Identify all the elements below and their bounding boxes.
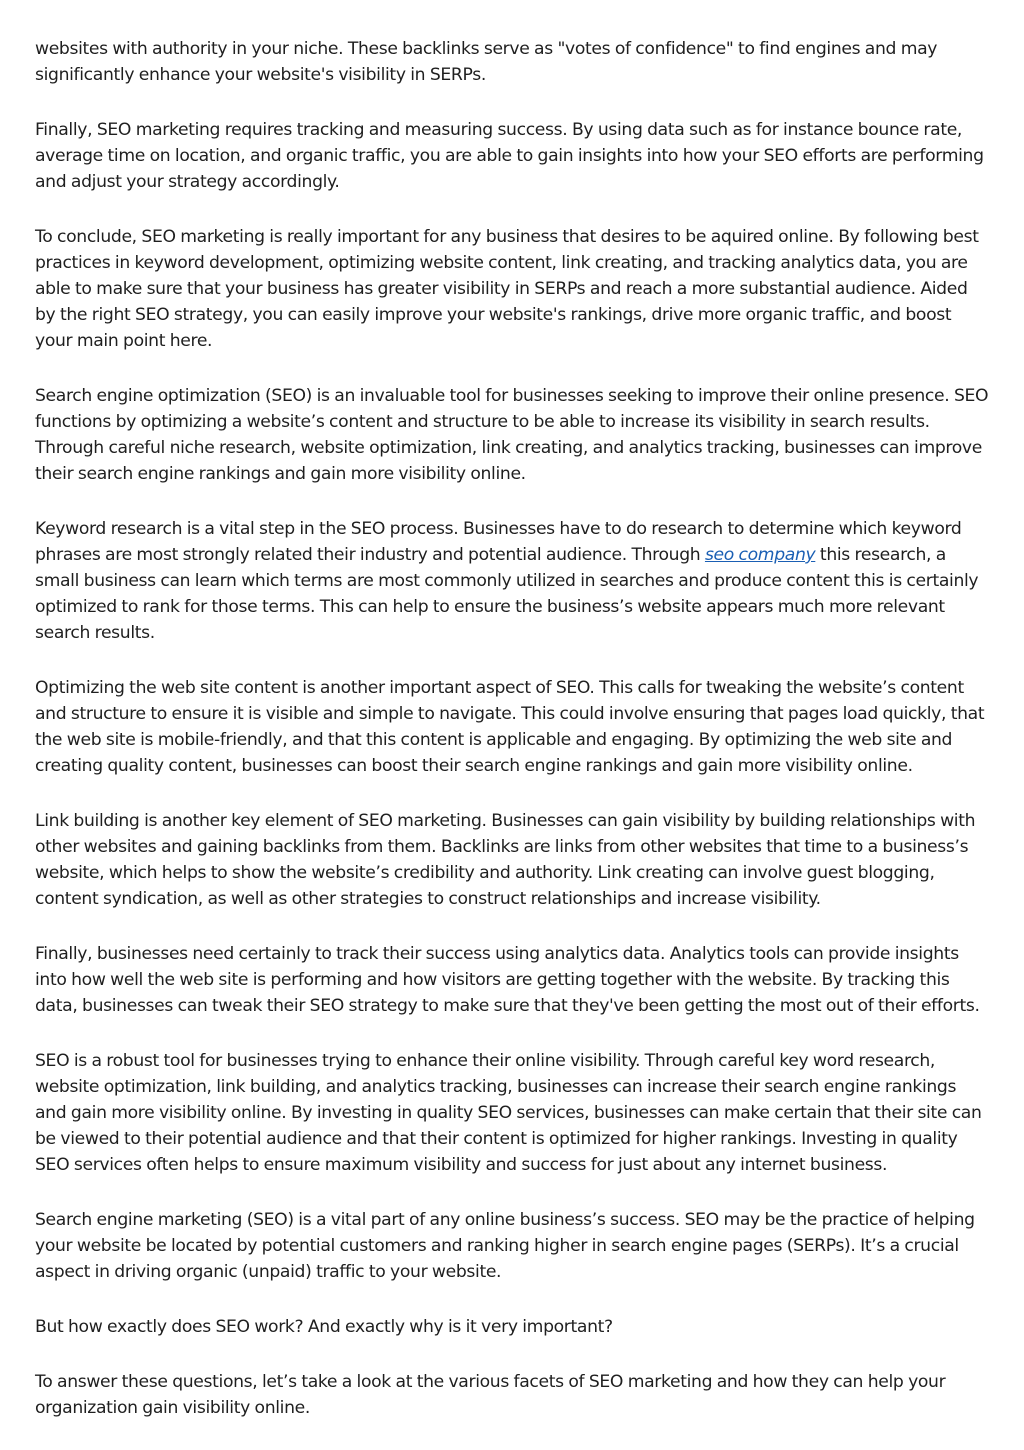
paragraph-sem-definition: Search engine marketing (SEO) is a vital part of any online business’s success. SEO may be the practice of helping your website be located by potential customers and ranking higher in search engine pages (SERPs). It’s a crucial aspect in driving organic (unpaid) traffic to your website. [35,1210,975,1282]
seo-company-link[interactable]: seo company [704,545,816,565]
paragraph-answer-intro: To answer these questions, let’s take a look at the various facets of SEO marketing and how they can help your organization gain visibility online. [35,1372,946,1418]
keyword-research-text-before: Keyword research is a vital step in the SEO process. Businesses have to do research to determine which keyword phrases are most strongly related their industry and potential audience. Through [35,519,962,565]
paragraph-tracking-success: Finally, SEO marketing requires tracking and measuring success. By using data such as for instance bounce rate, average time on location, and organic traffic, you are able to gain insights into how your SEO efforts are performing and adjust your strategy accordingly. [35,120,984,192]
paragraph-link-building: Link building is another key element of SEO marketing. Businesses can gain visibility by building relationships with other websites and gaining backlinks from them. Backlinks are links from other websites that time to a business’s website, which helps to show the website’s credibility and authority. Link creating can involve guest blogging, content syndication, as well as other strategies to construct relationships and increase visibility. [35,811,976,909]
document-body [35,36,990,1450]
paragraph-seo-robust-tool: SEO is a robust tool for businesses trying to enhance their online visibility. Through careful key word research, website optimization, link building, and analytics tracking, businesses can increase their search engine rankings and gain more visibility online. By investing in quality SEO services, businesses can make certain that their site can be viewed to their potential audience and that their content is optimized for higher rankings. Investing in quality SEO services often helps to ensure maximum visibility and success for just about any internet business. [35,1051,982,1175]
paragraph-content-optimization: Optimizing the web site content is another important aspect of SEO. This calls for tweaking the website’s content and structure to ensure it is visible and simple to navigate. This could involve ensuring that pages load quickly, that the web site is mobile-friendly, and that this content is applicable and engaging. By optimizing the web site and creating quality content, businesses can boost their search engine rankings and gain more visibility online. [35,678,985,776]
paragraph-backlinks-continued: websites with authority in your niche. These backlinks serve as "votes of confidence" to find engines and may significantly enhance your website's visibility in SERPs. [35,39,938,85]
paragraph-analytics: Finally, businesses need certainly to track their success using analytics data. Analytics tools can provide insights into how well the web site is performing and how visitors are getting together with the website. By tracking this data, businesses can tweak their SEO strategy to make sure that they've been getting the most out of their efforts. [35,944,980,1016]
paragraph-question: But how exactly does SEO work? And exactly why is it very important? [35,1317,613,1337]
paragraph-conclusion: To conclude, SEO marketing is really important for any business that desires to be aquired online. By following best practices in keyword development, optimizing website content, link creating, and tracking analytics data, you are able to make sure that your business has greater visibility in SERPs and reach a more substantial audience. Aided by the right SEO strategy, you can easily improve your website's rankings, drive more organic traffic, and boost your main point here. [35,227,979,351]
paragraph-seo-intro: Search engine optimization (SEO) is an invaluable tool for businesses seeking to improve their online presence. SEO functions by optimizing a website’s content and structure to be able to increase its visibility in search results. Through careful niche research, website optimization, link creating, and analytics tracking, businesses can improve their search engine rankings and gain more visibility online. [35,386,989,484]
keyword-research-text-after: this research, a small business can learn which terms are most commonly utilized in searches and produce content this is certainly optimized to rank for those terms. This can help to ensure the business’s website appears much more relevant search results. [35,545,979,643]
paragraph-keyword-research [35,516,990,646]
